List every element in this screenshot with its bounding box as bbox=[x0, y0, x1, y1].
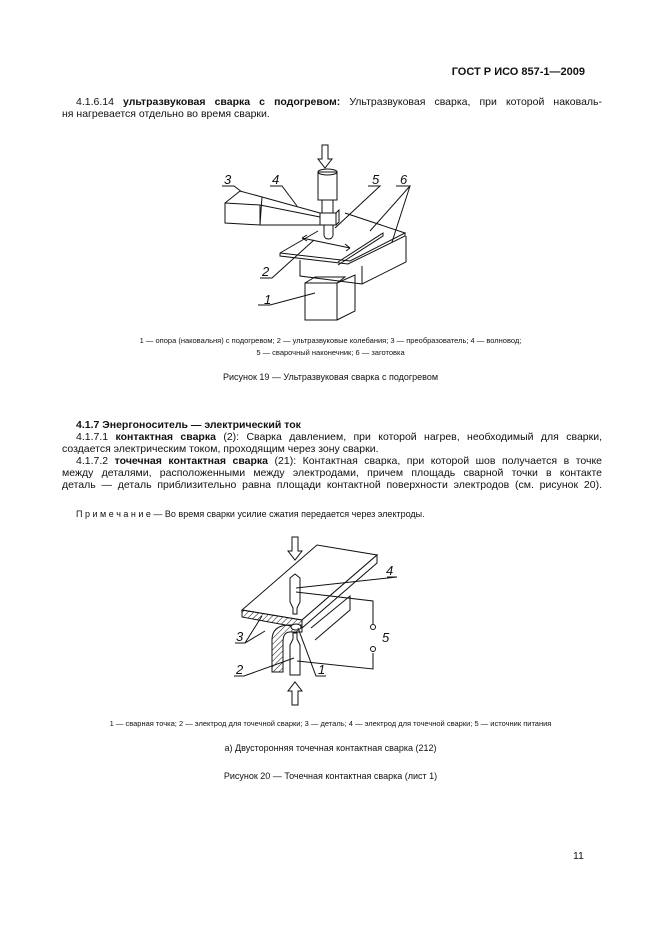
clause-text-cont: создается электрическим током, проходящим через зону сварки. bbox=[62, 443, 379, 455]
weld-nugget bbox=[291, 624, 301, 630]
svg-text:3: 3 bbox=[224, 172, 232, 187]
svg-text:6: 6 bbox=[400, 172, 408, 187]
svg-text:1: 1 bbox=[264, 292, 272, 307]
terminal-icon bbox=[371, 647, 376, 652]
clause-ref: (2): bbox=[223, 431, 240, 443]
clause-term: контактная сварка bbox=[115, 431, 216, 443]
svg-text:5: 5 bbox=[372, 172, 380, 187]
clause-text-cont: ня нагревается отдельно во время сварки. bbox=[62, 108, 270, 120]
page-number: 11 bbox=[573, 850, 584, 862]
clause-text-cont: между деталями, расположенными между электродами, причем площадь сварной точки в контакте bbox=[62, 467, 602, 479]
svg-text:5: 5 bbox=[382, 630, 390, 645]
upper-sheet-top bbox=[242, 545, 377, 620]
clause-ref: (21): bbox=[274, 455, 297, 467]
force-arrow-down-icon bbox=[288, 537, 302, 560]
terminal-icon bbox=[371, 625, 376, 630]
clause-term: точечная контактная сварка bbox=[114, 455, 268, 467]
svg-text:4: 4 bbox=[386, 563, 394, 578]
svg-text:2: 2 bbox=[262, 264, 270, 279]
note-label: П р и м е ч а н и е bbox=[76, 509, 151, 519]
clause-number: 4.1.7.2 bbox=[76, 455, 109, 467]
clause-text-cont: деталь — деталь приблизительно равна площади контактной поверхности электродов (см. рисунок 20). bbox=[62, 479, 602, 491]
figure-19-legend-line1: 1 — опора (наковальня) с подогревом; 2 — ультразвуковые колебания; 3 — преобразователь; 4 — волновод; bbox=[139, 336, 522, 345]
clause-number: 4.1.7.1 bbox=[76, 431, 109, 443]
section-heading-4-1-7: 4.1.7 Энергоноситель — электрический ток bbox=[76, 419, 301, 431]
figure-20-caption: Рисунок 20 — Точечная контактная сварка (лист 1) bbox=[223, 771, 438, 781]
figure-20-legend: 1 — сварная точка; 2 — электрод для точечной сварки; 3 — деталь; 4 — электрод для точечной сварки; 5 — источник питания bbox=[109, 719, 552, 728]
clause-number: 4.1.6.14 bbox=[76, 96, 114, 108]
standard-header: ГОСТ Р ИСО 857-1—2009 bbox=[451, 66, 585, 78]
figure-19-caption: Рисунок 19 — Ультразвуковая сварка с подогревом bbox=[222, 372, 439, 382]
clause-text: Сварка давлением, при которой нагрев, необходимый для сварки, bbox=[246, 431, 603, 443]
svg-text:4: 4 bbox=[272, 172, 280, 187]
lower-electrode bbox=[290, 633, 300, 675]
force-arrow-up-icon bbox=[288, 682, 302, 705]
figure-19-legend-line2: 5 — сварочный наконечник; 6 — заготовка bbox=[256, 348, 405, 357]
clause-text: Ультразвуковая сварка, при которой наковаль- bbox=[349, 96, 602, 108]
note-text: — Во время сварки усилие сжатия передается через электроды. bbox=[153, 509, 425, 519]
svg-text:2: 2 bbox=[236, 662, 244, 677]
svg-text:3: 3 bbox=[236, 629, 244, 644]
clause-text: Контактная сварка, при которой шов получается в точке bbox=[302, 455, 603, 467]
clause-term: ультразвуковая сварка с подогревом: bbox=[123, 96, 341, 108]
svg-text:1: 1 bbox=[318, 662, 326, 677]
figure-20-subcaption: а) Двусторонняя точечная контактная сварка (212) bbox=[224, 743, 437, 753]
